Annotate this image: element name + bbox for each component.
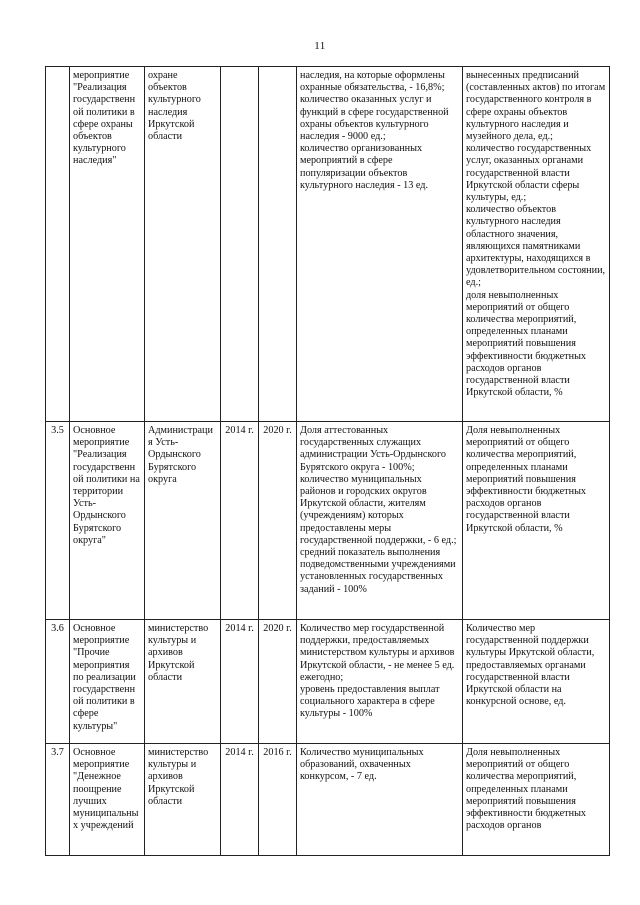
table-row — [46, 744, 610, 856]
expected-results: Доля аттестованных государственных служащих администрации Усть-Ордынского Бурятского округа - 100%; количество муниципальных районов и городских округов Иркутской области, жителям (учреждениям) которых предоставлены меры государственной поддержки, - 6 ед.; средний показатель выполнения подведомственными учреждениями установленных государственных заданий - 100% — [297, 422, 463, 620]
target-indicators: вынесенных предписаний (составленных актов) по итогам государственного контроля в сфере охраны объектов культурного наследия и музейного дела, ед.; количество государственных услуг, оказанных органами государственной власти Иркутской области сферы культуры, ед.; количество объектов культурного наследия областного значения, являющихся памятниками архитектуры, находящихся в удовлетворительном состоянии, ед.; доля невыполненных мероприятий от общего количества мероприятий, определенных планами мероприятий повышения эффективности бюджетных расходов органов государственной власти Иркутской области, % — [463, 67, 610, 422]
expected-results: Количество мер государственной поддержки, предоставляемых министерством культуры и архивов Иркутской области, - не менее 5 ед. ежегодно; уровень предоставления выплат социального характера в сфере культуры - 100% — [297, 620, 463, 744]
table-row — [46, 422, 610, 620]
row-number: 3.7 — [46, 744, 70, 856]
table-row — [46, 620, 610, 744]
end-year: 2020 г. — [259, 620, 297, 744]
end-year: 2016 г. — [259, 744, 297, 856]
table-row — [46, 67, 610, 422]
expected-results: Количество муниципальных образований, охваченных конкурсом, - 7 ед. — [297, 744, 463, 856]
row-number: 3.6 — [46, 620, 70, 744]
executor: охране объектов культурного наследия Иркутской области — [145, 67, 221, 422]
executor: министерство культуры и архивов Иркутской области — [145, 620, 221, 744]
page-number: 11 — [314, 40, 326, 52]
start-year — [221, 67, 259, 422]
activity-name: Основное мероприятие "Денежное поощрение лучших муниципальны х учреждений — [70, 744, 145, 856]
start-year: 2014 г. — [221, 744, 259, 856]
activity-name: мероприятие "Реализация государственн ой политики в сфере охраны объектов культурного наследия" — [70, 67, 145, 422]
target-indicators: Количество мер государственной поддержки культуры Иркутской области, предоставляемых органами государственной власти Иркутской области на конкурсной основе, ед. — [463, 620, 610, 744]
expected-results: наследия, на которые оформлены охранные обязательства, - 16,8%; количество оказанных услуг и функций в сфере государственной охраны объектов культурного наследия - 9000 ед.; количество организованных мероприятий в сфере популяризации объектов культурного наследия - 13 ед. — [297, 67, 463, 422]
row-number: 3.5 — [46, 422, 70, 620]
program-activities-table — [45, 66, 610, 856]
executor: Администраци я Усть-Ордынского Бурятского округа — [145, 422, 221, 620]
row-number — [46, 67, 70, 422]
executor: министерство культуры и архивов Иркутской области — [145, 744, 221, 856]
activity-name: Основное мероприятие "Реализация государственн ой политики на территории Усть-Ордынского Бурятского округа" — [70, 422, 145, 620]
start-year: 2014 г. — [221, 422, 259, 620]
start-year: 2014 г. — [221, 620, 259, 744]
end-year — [259, 67, 297, 422]
activity-name: Основное мероприятие "Прочие мероприятия по реализации государственн ой политики в сфере культуры" — [70, 620, 145, 744]
target-indicators: Доля невыполненных мероприятий от общего количества мероприятий, определенных планами мероприятий повышения эффективности бюджетных расходов органов государственной власти Иркутской области, % — [463, 422, 610, 620]
end-year: 2020 г. — [259, 422, 297, 620]
target-indicators: Доля невыполненных мероприятий от общего количества мероприятий, определенных планами мероприятий повышения эффективности бюджетных расходов органов — [463, 744, 610, 856]
